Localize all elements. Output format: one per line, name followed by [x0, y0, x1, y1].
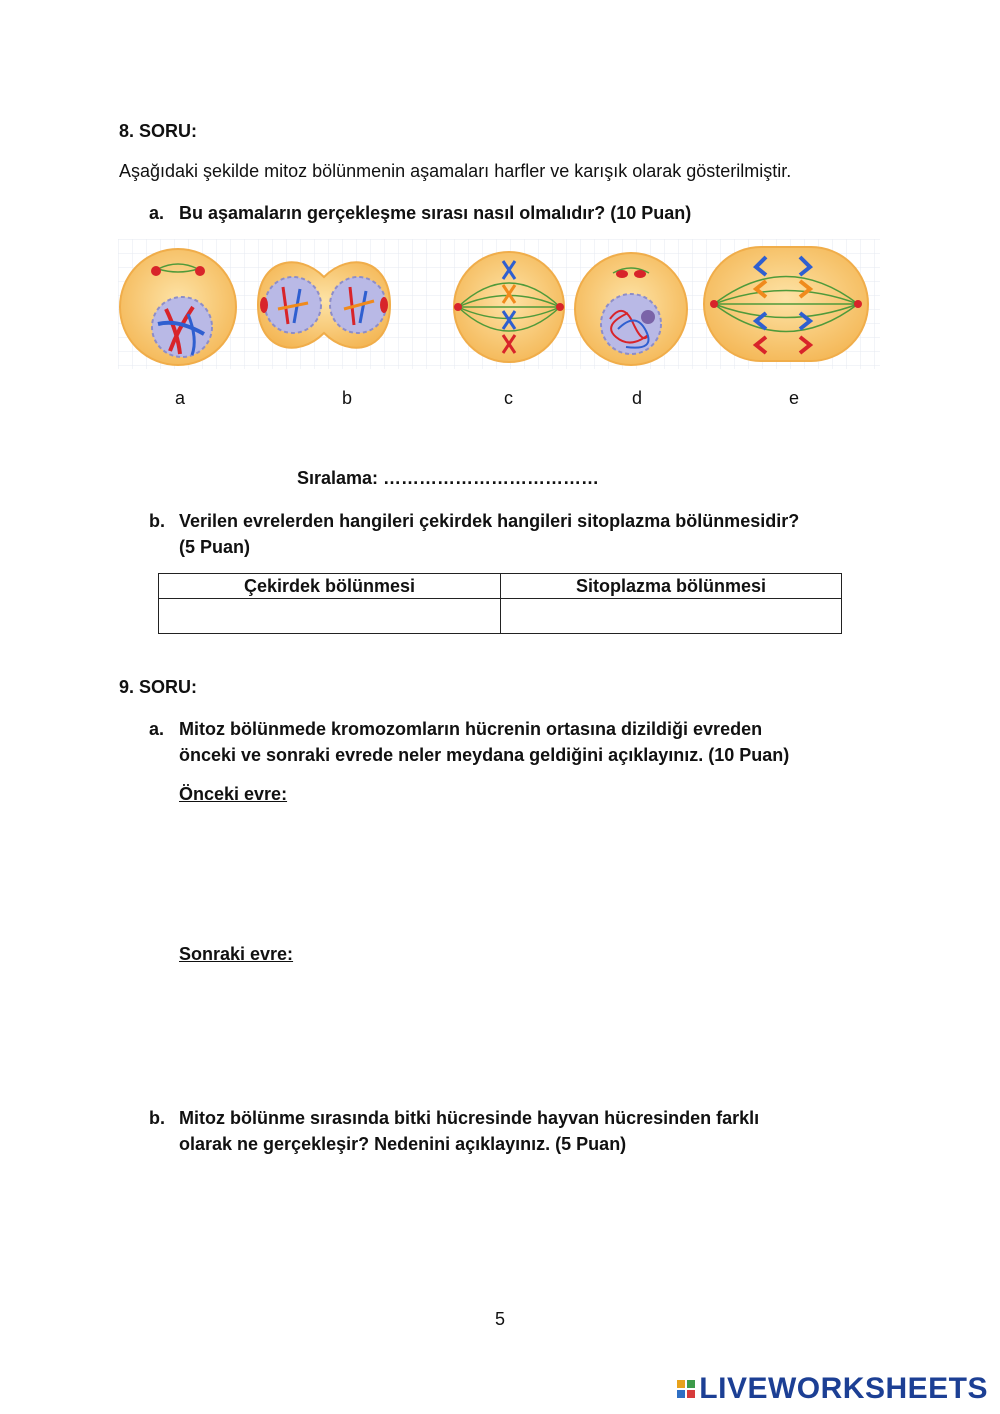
- q8-b-line2: (5 Puan): [179, 537, 251, 557]
- header-nucleus-division: Çekirdek bölünmesi: [159, 574, 501, 599]
- q9-a-line1: Mitoz bölünmede kromozomların hücrenin ortasına dizildiği evreden: [179, 719, 763, 739]
- q9-item-b: [149, 1105, 909, 1159]
- q9-b-label: b.: [149, 1108, 165, 1128]
- q9-a-label: a.: [149, 719, 165, 739]
- answer-cell-nucleus[interactable]: [159, 599, 501, 634]
- q9-a-line2: önceki ve sonraki evrede neler meydana geldiğini açıklayınız. (10 Puan): [179, 745, 790, 765]
- q8-title: 8. SORU:: [119, 121, 198, 141]
- q8-b-line1: Verilen evrelerden hangileri çekirdek hangileri sitoplazma bölünmesidir?: [179, 511, 800, 531]
- letter-a: a: [175, 388, 186, 408]
- q8-b-label: b.: [149, 511, 165, 531]
- q8-item-b: [149, 508, 909, 562]
- page-number: 5: [494, 1309, 505, 1329]
- q9-item-a: [149, 716, 909, 770]
- answer-table: [158, 573, 842, 634]
- q8-a-label: a.: [149, 203, 165, 223]
- letter-d: d: [632, 388, 643, 408]
- letter-e: e: [789, 388, 800, 408]
- header-cytoplasm-division: Sitoplazma bölünmesi: [501, 574, 842, 599]
- figure-letters: [0, 388, 1000, 412]
- cell-a: [120, 249, 236, 365]
- letter-b: b: [342, 388, 353, 408]
- brand-name: LIVEWORKSHEETS: [699, 1372, 988, 1405]
- q9-title: 9. SORU:: [119, 677, 198, 697]
- cell-e: [704, 247, 868, 361]
- cell-c: [454, 252, 564, 362]
- letter-c: c: [504, 388, 513, 408]
- liveworksheets-logo: [677, 1372, 988, 1406]
- cell-d: [575, 253, 687, 365]
- q8-a-text: Bu aşamaların gerçekleşme sırası nasıl olmalıdır? (10 Puan): [179, 203, 692, 223]
- logo-blocks-icon: [677, 1380, 695, 1398]
- ordering-line[interactable]: Sıralama: ………………………………: [297, 468, 600, 488]
- answer-cell-cytoplasm[interactable]: [501, 599, 842, 634]
- before-phase-label: Önceki evre:: [179, 784, 288, 804]
- mitosis-stages-figure: [118, 239, 880, 369]
- q9-b-line2: olarak ne gerçekleşir? Nedenini açıklayınız. (5 Puan): [179, 1134, 627, 1154]
- after-phase-label: Sonraki evre:: [179, 944, 294, 964]
- q8-intro: Aşağıdaki şekilde mitoz bölünmenin aşamaları harfler ve karışık olarak gösterilmiştir.: [119, 161, 792, 181]
- q9-b-line1: Mitoz bölünme sırasında bitki hücresinde hayvan hücresinden farklı: [179, 1108, 760, 1128]
